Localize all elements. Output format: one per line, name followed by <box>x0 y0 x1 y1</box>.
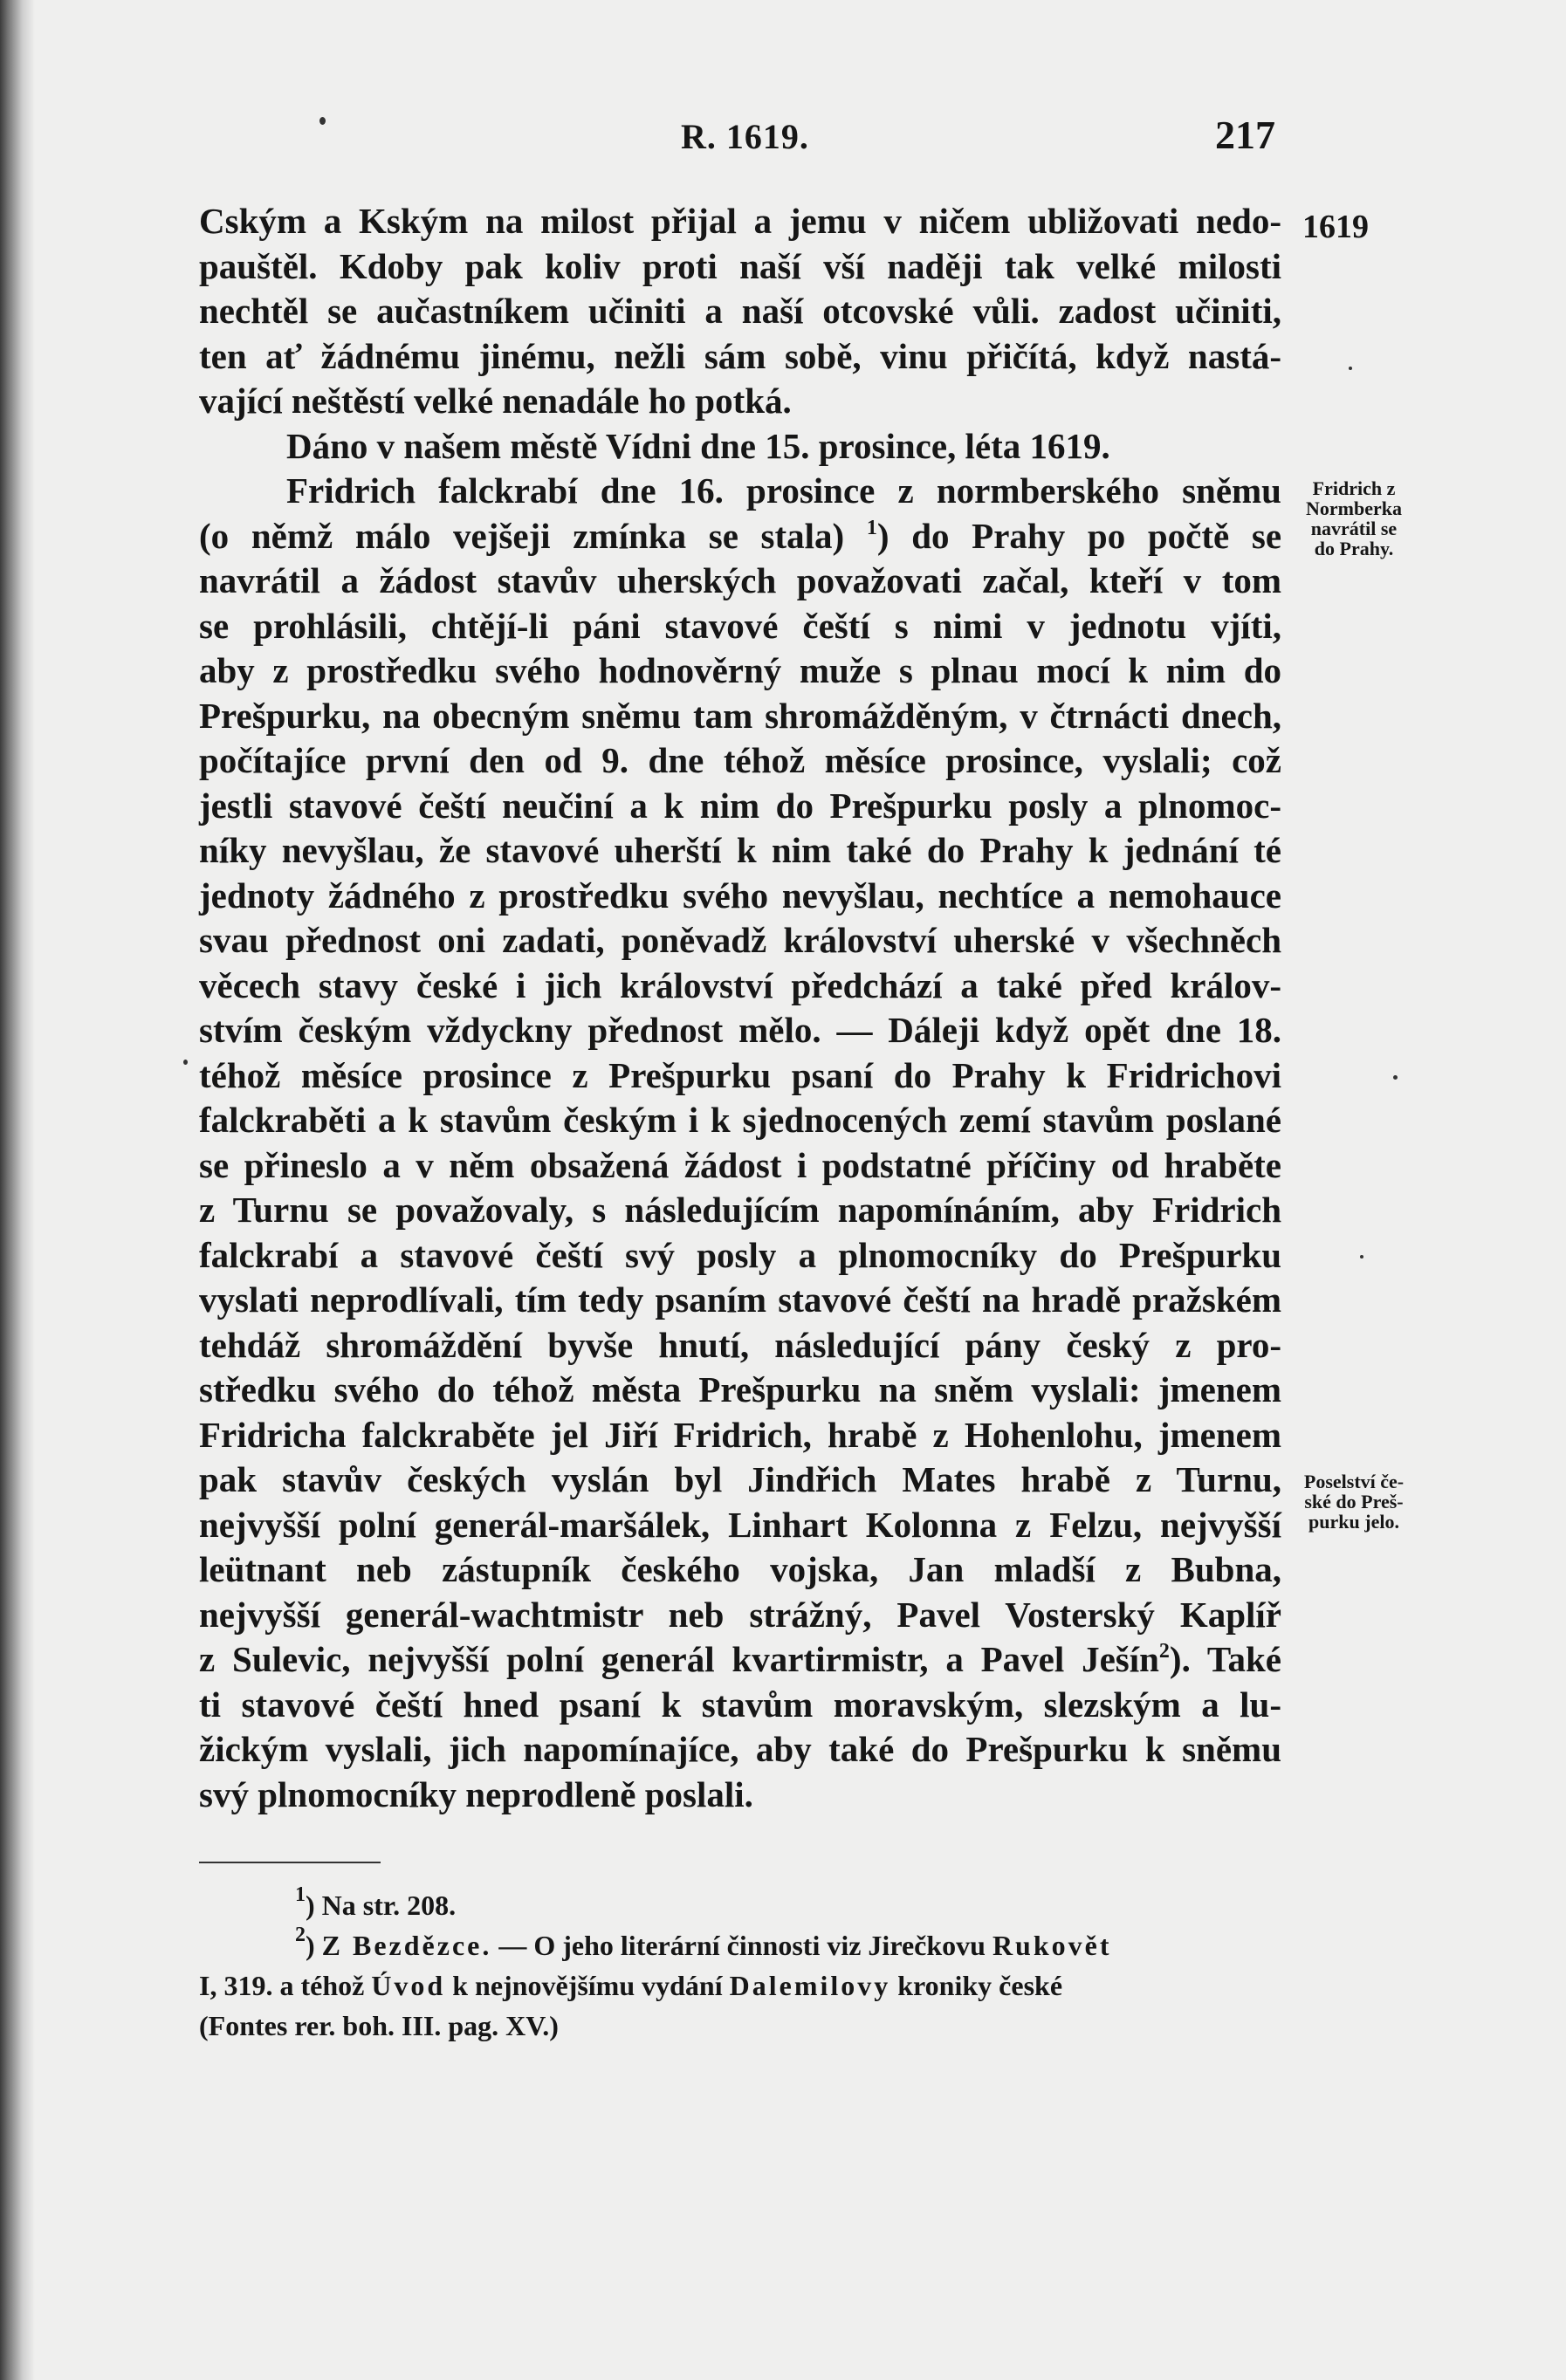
text-line: Dáno v našem městě Vídni dne 15. prosince, léta 1619. <box>286 425 1110 466</box>
page-binding-edge <box>0 0 35 2380</box>
text-line: (o němž málo vejšeji zmínka se stala) $^1$) do Prahy po počtě se <box>199 515 1282 556</box>
text-line: středku svého do téhož města Prešpurku na sněm vyslali: jmenem <box>199 1369 1281 1409</box>
text-line: nejvyšší generál-wachtmistr neb strážný, Pavel Vosterský Kaplíř <box>199 1594 1281 1635</box>
margin-note-line: Poselství če- <box>1303 1471 1405 1492</box>
footnote-text: Na str. 208. <box>321 1890 457 1921</box>
main-text <box>199 199 1281 1817</box>
text-line: Fridrich falckrabí dne 16. prosince z normberského sněmu <box>286 470 1281 511</box>
footnote-text: — O jeho literární činnosti viz Jirečkovu <box>491 1930 992 1961</box>
text-line: navrátil a žádost stavův uherských považovati začal, kteří v tom <box>199 560 1281 600</box>
text-line: Cským a Kským na milost přijal a jemu v ničem ubližovati nedo- <box>199 201 1281 241</box>
footnote-marker: 2 <box>295 1924 306 1946</box>
text-line: se přineslo a v něm obsažená žádost i podstatné příčiny od hraběte <box>199 1144 1281 1185</box>
footnote-2-end: (Fontes rer. boh. III. pag. XV.) <box>199 2010 559 2041</box>
margin-note-fridrich <box>1288 478 1419 559</box>
margin-note-line: do Prahy. <box>1314 538 1394 559</box>
margin-year: 1619 <box>1302 209 1369 245</box>
ink-speck <box>1349 367 1352 370</box>
text-line: Fridricha falckraběte jel Jiří Fridrich, hrabě z Hohenlohu, jmenem <box>199 1414 1281 1455</box>
ink-speck <box>1393 1075 1398 1080</box>
text-line: falckrabí a stavové čeští svý posly a plnomocníky do Prešpurku <box>199 1234 1281 1275</box>
text-line: vající neštěstí velké nenadále ho potká. <box>199 381 792 421</box>
text-line: se prohlásili, chtějí-li páni stavové čeští s nimi v jednotu vjíti, <box>199 605 1281 646</box>
text-line: aby z prostředku svého hodnověrný muže s plnau mocí k nim do <box>199 650 1281 690</box>
text-line: z Turnu se považovaly, s následujícím napomínáním, aby Fridrich <box>199 1190 1281 1230</box>
page-number: 217 <box>1215 113 1275 157</box>
footnote-1: $^1$) Na str. 208. <box>295 1883 457 1921</box>
text-line: jestli stavové čeští neučiní a k nim do Prešpurku posly a plnomoc- <box>199 785 1281 826</box>
footnote-text: Úvod <box>371 1970 446 2001</box>
text-fragment: do Prahy po počtě se <box>911 515 1282 556</box>
text-line: stvím českým vždyckny přednost mělo. — Dáleji když opět dne 18. <box>199 1010 1281 1050</box>
margin-note-line: ské do Preš- <box>1304 1491 1404 1512</box>
footnote-2-cont <box>199 1965 1281 2006</box>
text-line: z Sulevic, nejvyšší polní generál kvartirmistr, a Pavel Ješín$^2$). Také <box>199 1639 1281 1679</box>
footnote-marker: 1 <box>866 516 877 539</box>
footnote-text: k nejnovějšímu vydání <box>445 1970 730 2001</box>
footnote-text: I, 319. a téhož <box>199 1970 372 2001</box>
footnote-marker: 2 <box>1158 1640 1170 1663</box>
footnote-text: Dalemilovy <box>729 1970 891 2001</box>
running-header: R. 1619. <box>681 117 809 156</box>
footnote-marker: 1 <box>295 1883 306 1906</box>
text-fragment: Také <box>1206 1639 1281 1679</box>
text-line: ten ať žádnému jinému, nežli sám sobě, vinu přičítá, když nastá- <box>199 335 1281 376</box>
text-line: svau přednost oni zadati, poněvadž království uherské v všechněch <box>199 920 1281 960</box>
margin-note-line: navrátil se <box>1310 518 1398 539</box>
footnote-text: Rukovět <box>992 1930 1112 1961</box>
footnotes <box>199 1885 1281 2046</box>
text-fragment: z Sulevic, nejvyšší polní generál kvartirmistr, a Pavel Ješín <box>199 1639 1159 1679</box>
text-fragment: (o němž málo vejšeji zmínka se stala) <box>199 515 845 556</box>
text-line: pak stavův českých vyslán byl Jindřich Mates hrabě z Turnu, <box>199 1459 1281 1499</box>
text-line: falckraběti a k stavům českým i k sjednocených zemí stavům poslané <box>199 1100 1281 1140</box>
footnote-divider <box>199 1862 381 1863</box>
text-line: níky nevyšlau, že stavové uherští k nim také do Prahy k jednání té <box>199 830 1281 870</box>
footnote-text: Z Bezdězce. <box>321 1930 492 1961</box>
ink-speck <box>183 1060 188 1065</box>
footnote-2: $^2$) Z Bezdězce. — O jeho literární činnosti viz Jirečkovu Rukovět <box>295 1924 1112 1961</box>
text-line: Prešpurku, na obecným sněmu tam shromážděným, v čtrnácti dnech, <box>199 695 1281 736</box>
text-line: počítajíce první den od 9. dne téhož měsíce prosince, vyslali; což <box>199 740 1281 780</box>
text-line: nejvyšší polní generál-maršálek, Linhart Kolonna z Felzu, nejvyšší <box>199 1504 1281 1545</box>
text-line: leütnant neb zástupník českého vojska, Jan mladší z Bubna, <box>199 1549 1281 1589</box>
text-line: ti stavové čeští hned psaní k stavům moravským, slezským a lu- <box>199 1684 1281 1725</box>
ink-speck <box>319 117 326 125</box>
margin-note-embassy <box>1288 1471 1419 1532</box>
text-line: žickým vyslali, jich napomínajíce, aby také do Prešpurku k sněmu <box>199 1729 1281 1769</box>
margin-note-line: Normberka <box>1306 497 1402 519</box>
ink-speck <box>1360 1255 1363 1259</box>
text-line: pauštěl. Kdoby pak koliv proti naší vší naději tak velké milosti <box>199 245 1281 286</box>
footnote-text: kroniky české <box>890 1970 1063 2001</box>
text-line: tehdáž shromáždění byvše hnutí, následující pány český z pro- <box>199 1324 1281 1365</box>
text-line: nechtěl se aučastníkem učiniti a naší otcovské vůli. zadost učiniti, <box>199 291 1281 331</box>
text-line: věcech stavy české i jich království předchází a také před králov- <box>199 964 1281 1005</box>
text-line: jednoty žádného z prostředku svého nevyšlau, nechtíce a nemohauce <box>199 874 1281 916</box>
margin-note-line: Fridrich z <box>1312 477 1396 499</box>
text-line: vyslati neprodlívali, tím tedy psaním stavové čeští na hradě pražském <box>199 1279 1281 1320</box>
text-line: téhož měsíce prosince z Prešpurku psaní do Prahy k Fridrichovi <box>199 1054 1281 1095</box>
text-line: svý plnomocníky neprodleně poslali. <box>199 1773 753 1814</box>
margin-note-line: purku jelo. <box>1308 1511 1399 1533</box>
